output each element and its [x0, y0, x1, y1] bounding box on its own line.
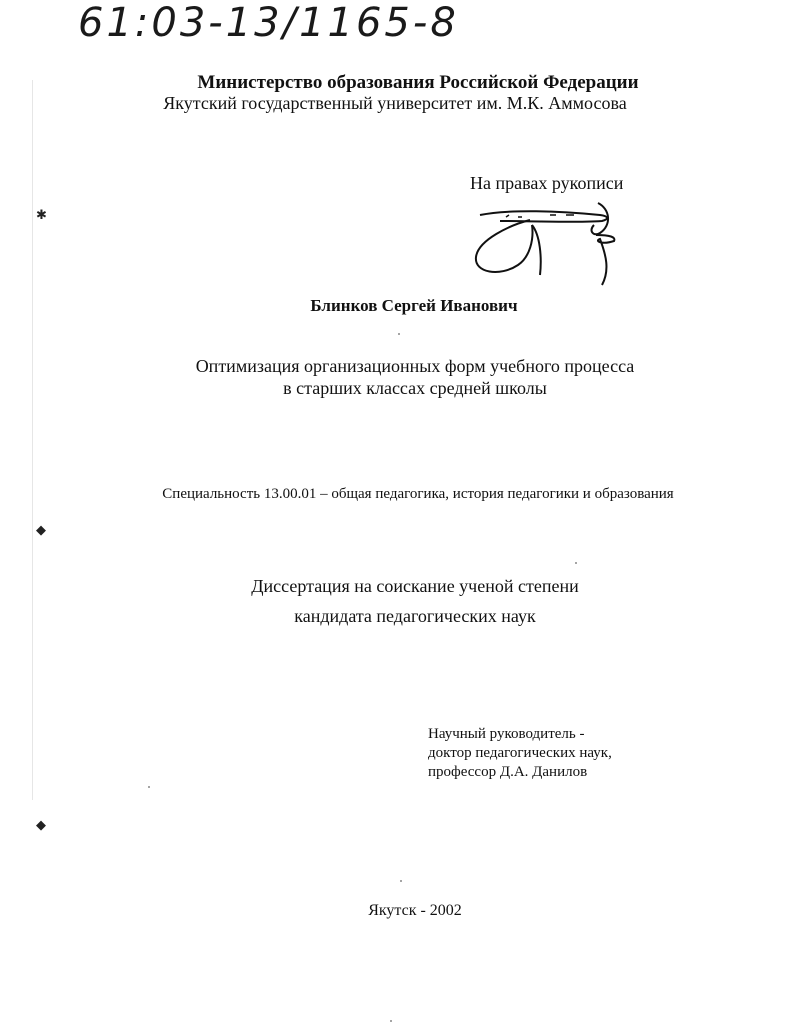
degree-line1: Диссертация на соискание ученой степени: [251, 576, 579, 596]
dissertation-title-line1: Оптимизация организационных форм учебного процесса: [195, 356, 635, 376]
scan-speck: [390, 1020, 392, 1022]
degree-line2: кандидата педагогических наук: [294, 606, 536, 626]
scan-speck: [400, 880, 402, 882]
supervisor-degree: доктор педагогических наук,: [428, 745, 612, 761]
ministry-heading: Министерство образования Российской Федерации: [197, 72, 639, 93]
author-name: Блинков Сергей Иванович: [310, 296, 518, 315]
hole-punch-mark-icon: ◆: [36, 522, 46, 537]
signature-image: [470, 195, 630, 290]
rights-note: На правах рукописи: [470, 173, 624, 193]
hole-punch-mark-icon: ◆: [36, 817, 46, 832]
hole-punch-mark-icon: ✱: [36, 207, 47, 222]
university-name: Якутский государственный университет им. М.К. Аммосова: [163, 93, 627, 113]
scan-margin-line: [32, 80, 33, 800]
supervisor-block: [428, 725, 612, 782]
city-year: Якутск - 2002: [368, 902, 462, 919]
archive-code: 61:03-13/1165-8: [78, 0, 459, 46]
dissertation-title-line2: в старших классах средней школы: [283, 378, 547, 398]
supervisor-name: профессор Д.А. Данилов: [428, 764, 588, 780]
supervisor-role: Научный руководитель -: [428, 726, 585, 742]
scan-speck: [398, 333, 400, 335]
scan-speck: [575, 562, 577, 564]
speciality-line: Специальность 13.00.01 – общая педагогика, история педагогики и образования: [162, 486, 674, 502]
scan-speck: [148, 786, 150, 788]
